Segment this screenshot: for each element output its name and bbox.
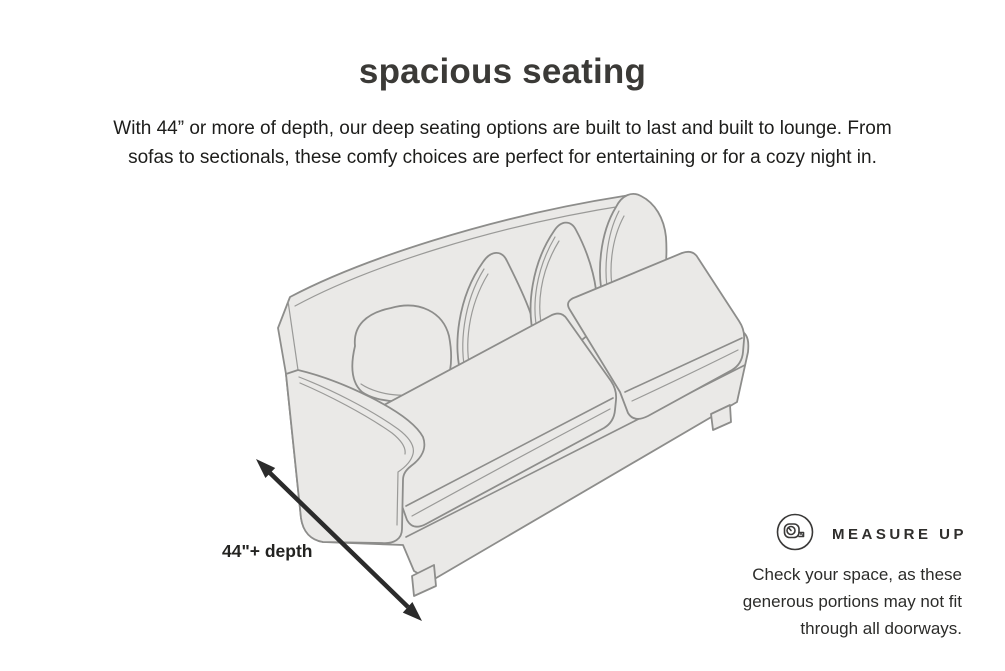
tape-measure-icon <box>775 512 815 557</box>
sofa-line-drawing-svg <box>200 180 780 660</box>
page-title: spacious seating <box>358 52 647 91</box>
sofa-illustration <box>200 180 780 660</box>
intro-paragraph <box>0 114 1005 172</box>
measure-note-line-2: generous portions may not fit <box>742 592 962 611</box>
measure-up-note <box>743 561 962 642</box>
intro-line-1: With 44” or more of depth, our deep seating options are built to last and built to lounge. From <box>113 118 892 139</box>
measure-note-line-3: through all doorways. <box>800 619 962 638</box>
measure-note-line-1: Check your space, as these <box>752 565 962 584</box>
dimension-label: 44"+ depth <box>222 541 313 561</box>
intro-line-2: sofas to sectionals, these comfy choices are perfect for entertaining or for a cozy night in. <box>128 147 877 168</box>
measure-up-header <box>775 512 967 557</box>
measure-up-heading: MEASURE UP <box>832 526 968 543</box>
